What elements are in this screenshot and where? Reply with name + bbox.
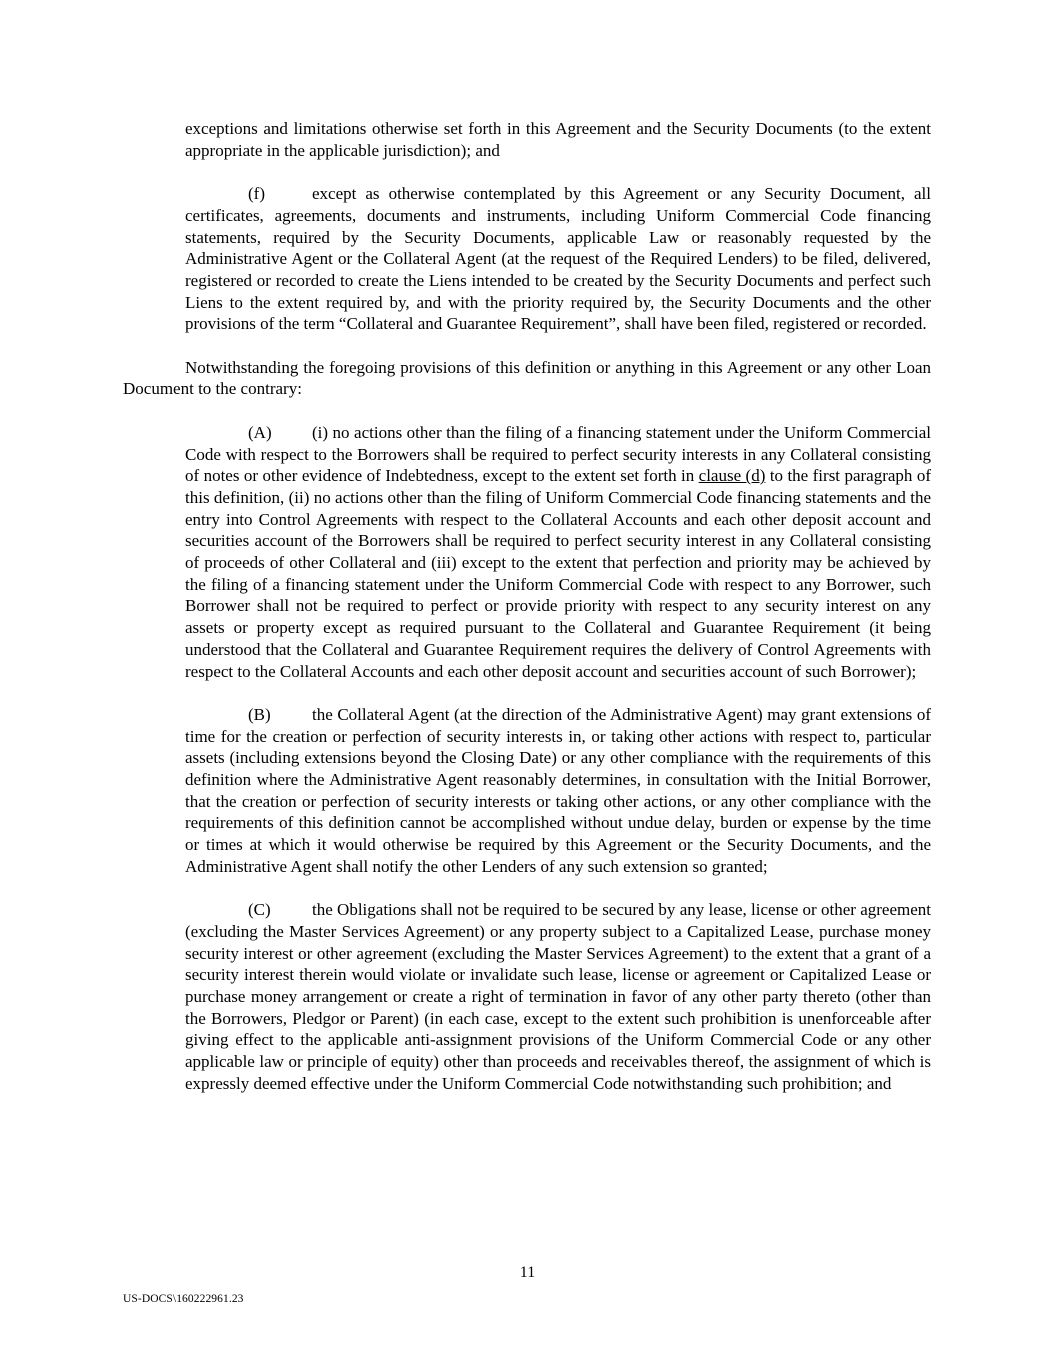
clause-b-text: the Collateral Agent (at the direction of the Administrative Agent) may grant extensions of time for the creation or perfection of security interests in, or taking other actions with respect to, particular assets (including extensions beyond the Closing Date) or any other compliance with the requirements of this definition where the Administrative Agent reasonably determines, in consultation with the Initial Borrower, that the creation or perfection of security interests or taking other actions, or any other compliance with the requirements of this definition cannot be accomplished without undue delay, burden or expense by the time or times at which it would otherwise be required by this Agreement or the Security Documents, and the Administrative Agent shall notify the other Lenders of any such extension so granted; (185, 704, 931, 876)
paragraph-continuation (185, 118, 931, 161)
clause-f-text: except as otherwise contemplated by this Agreement or any Security Document, all certificates, agreements, documents and instruments, including Uniform Commercial Code financing statements, required by the Security Documents, applicable Law or reasonably requested by the Administrative Agent or the Collateral Agent (at the request of the Required Lenders) to be filed, delivered, registered or recorded to create the Liens intended to be created by the Security Documents and perfect such Liens to the extent required by, and with the priority required by, the Security Documents and the other provisions of the term “Collateral and Guarantee Requirement”, shall have been filed, registered or recorded. (185, 184, 931, 334)
notwithstanding-paragraph (123, 357, 931, 400)
clause-b-label: (B) (248, 704, 271, 724)
clause-c-label: (C) (248, 900, 271, 920)
footer-document-id: US-DOCS\160222961.23 (123, 1293, 244, 1305)
page-number: 11 (519, 1264, 536, 1281)
clause-d-cross-reference: clause (d) (698, 466, 766, 486)
clause-a-text-before: (i) no actions other than the filing of a financing statement under the Uniform Commercial Code with respect to the Borrowers shall be required to perfect security interests in any Collateral consisting of notes or other evidence of Indebtedness, except to the extent set forth in (185, 422, 931, 486)
clause-a-label: (A) (248, 422, 272, 442)
clause-f-paragraph (185, 183, 931, 335)
document-body (123, 118, 931, 1116)
clause-c-paragraph (185, 899, 931, 1094)
clause-f-label: (f) (248, 184, 265, 204)
clause-a-text-after: to the first paragraph of this definition, (ii) no actions other than the filing of Uniform Commercial Code financing statements and the entry into Control Agreements with respect to the Collateral Accounts and each other deposit account and securities account of the Borrowers shall be required to perfect security interest in any Collateral consisting of proceeds of other Collateral and (iii) except to the extent that perfection and priority may be achieved by the filing of a financing statement under the Uniform Commercial Code with respect to any Borrower, such Borrower shall not be required to perfect or provide priority with respect to any security interest on any assets or property except as required pursuant to the Collateral and Guarantee Requirement (it being understood that the Collateral and Guarantee Requirement requires the delivery of Control Agreements with respect to the Collateral Accounts and each other deposit account and securities account of such Borrower); (185, 466, 931, 681)
clause-c-text: the Obligations shall not be required to be secured by any lease, license or other agreement (excluding the Master Services Agreement) or any property subject to a Capitalized Lease, purchase money security interest or other agreement (excluding the Master Services Agreement) to the extent that a grant of a security interest therein would violate or invalidate such lease, license or agreement or Capitalized Lease or purchase money arrangement or create a right of termination in favor of any other party thereto (other than the Borrowers, Pledgor or Parent) (in each case, except to the extent such prohibition is unenforceable after giving effect to the applicable anti-assignment provisions of the Uniform Commercial Code or any other applicable law or principle of equity) other than proceeds and receivables thereof, the assignment of which is expressly deemed effective under the Uniform Commercial Code notwithstanding such prohibition; and (185, 900, 931, 1093)
clause-a-paragraph (185, 422, 931, 682)
paragraph-continuation-text: exceptions and limitations otherwise set forth in this Agreement and the Security Documents (to the extent appropriate in the applicable jurisdiction); and (185, 119, 931, 160)
clause-b-paragraph (185, 704, 931, 878)
notwithstanding-text: Notwithstanding the foregoing provisions of this definition or anything in this Agreement or any other Loan Document to the contrary: (123, 357, 931, 399)
